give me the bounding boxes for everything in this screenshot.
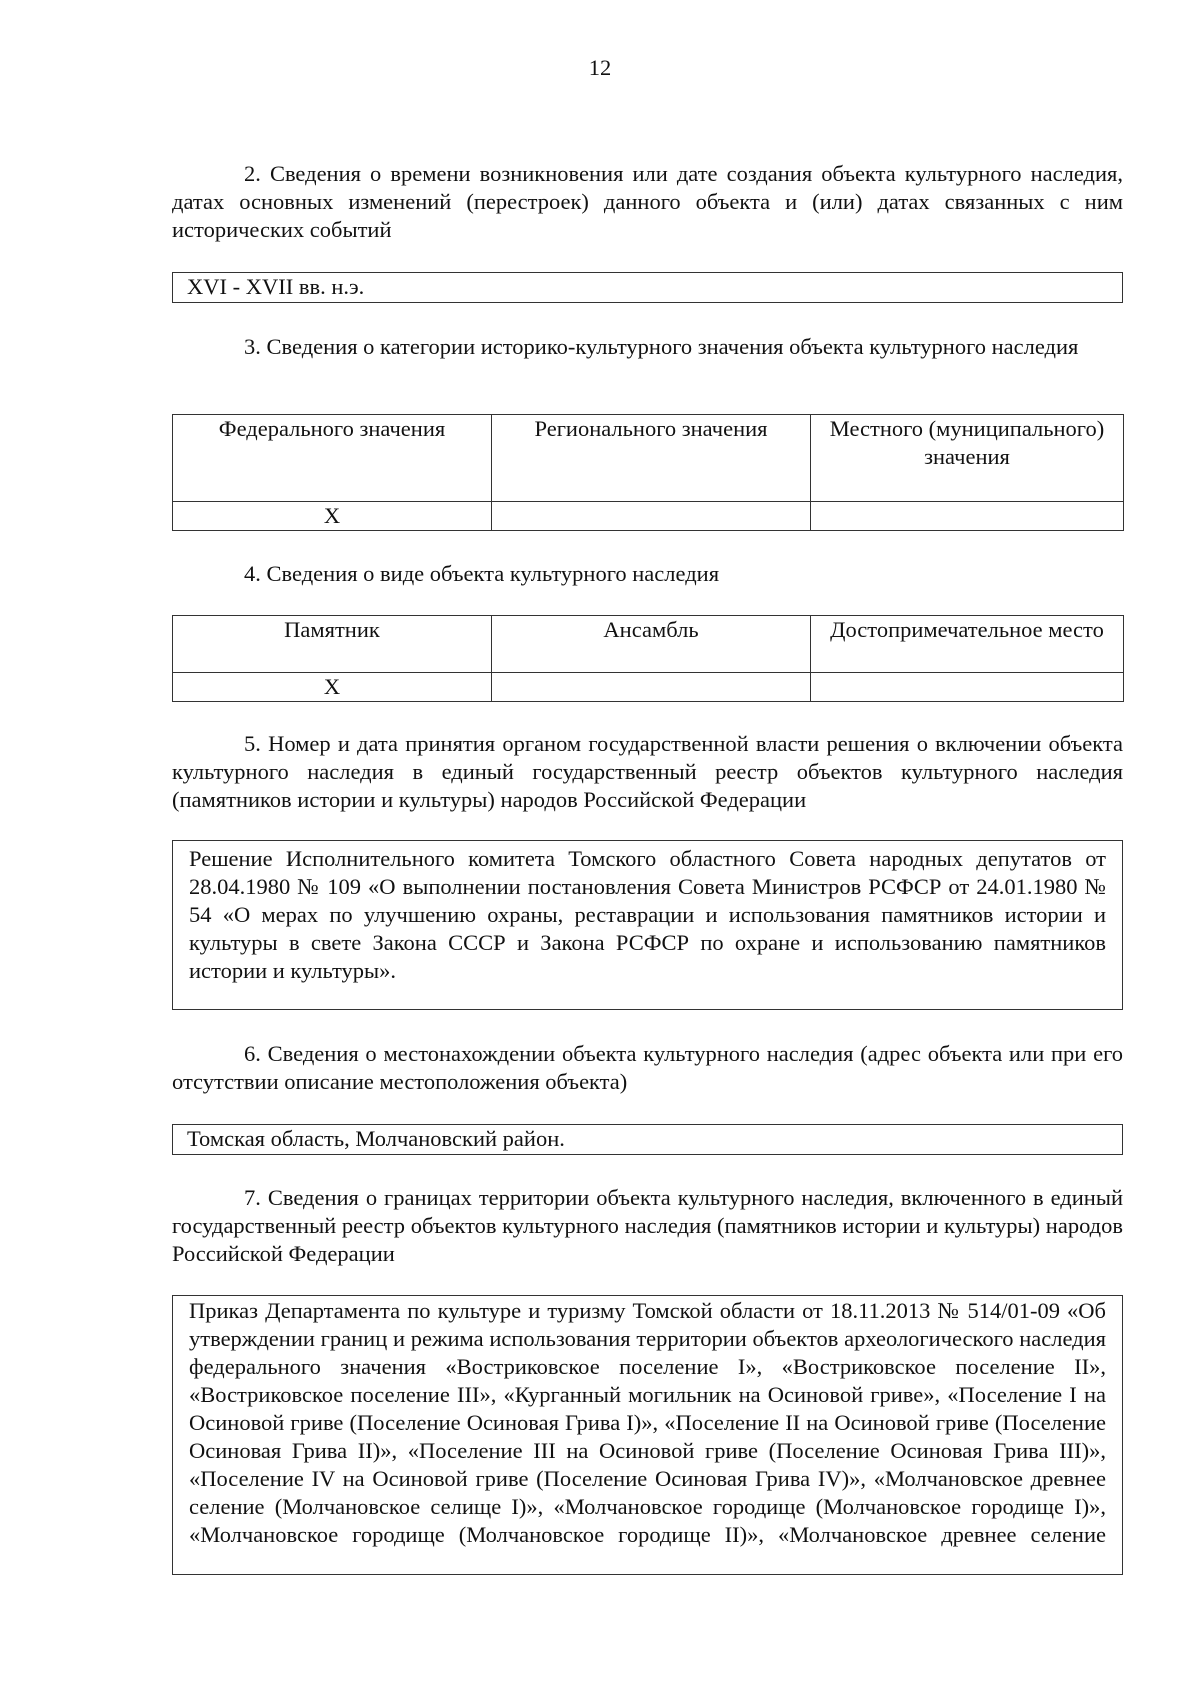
page-number: 12	[588, 55, 612, 80]
column-monument: Памятник	[173, 616, 492, 673]
mark-regional	[492, 502, 811, 531]
section-2-heading: 2. Сведения о времени возникновения или дате создания объекта культурного наследия, датах основных изменений (перестроек) данного объекта и (или) датах связанных с ним исторических событий	[172, 161, 1123, 242]
section-2-value: XVI - XVII вв. н.э.	[187, 274, 365, 299]
section-5-value: Решение Исполнительного комитета Томского областного Совета народных депутатов от 28.04.1980 № 109 «О выполнении постановления Совета Министров РСФСР от 24.01.1980 № 54 «О мерах по улучшению охраны, реставрации и использования памятников истории и культуры в свете Закона СССР и Закона РСФСР по охране и использованию памятников истории и культуры».	[189, 846, 1106, 983]
mark-monument: X	[173, 673, 492, 702]
column-regional: Регионального значения	[492, 415, 811, 502]
section-7-value-box	[172, 1295, 1123, 1575]
mark-landmark	[811, 673, 1124, 702]
section-6-value: Томская область, Молчановский район.	[187, 1126, 565, 1151]
section-5-heading: 5. Номер и дата принятия органом государственной власти решения о включении объекта культурного наследия в единый государственный реестр объектов культурного наследия (памятников истории и культуры) народов Российской Федерации	[172, 731, 1123, 812]
column-federal: Федерального значения	[173, 415, 492, 502]
table-row	[173, 502, 1124, 531]
section-6-heading: 6. Сведения о местонахождении объекта культурного наследия (адрес объекта или при его отсутствии описание местоположения объекта)	[172, 1041, 1123, 1094]
section-2-value-box	[172, 272, 1123, 303]
section-7-value: Приказ Департамента по культуре и туризму Томской области от 18.11.2013 № 514/01-09 «Об утверждении границ и режима использования территории объектов археологического наследия федерального значения «Востриковское поселение I», «Востриковское поселение II», «Востриковское поселение III», «Курганный могильник на Осиновой гриве», «Поселение I на Осиновой гриве (Поселение Осиновая Грива I)», «Поселение II на Осиновой гриве (Поселение Осиновая Грива II)», «Поселение III на Осиновой гриве (Поселение Осиновая Грива III)», «Поселение IV на Осиновой гриве (Поселение Осиновая Грива IV)», «Молчановское древнее селение (Молчановское селище I)», «Молчановское городище (Молчановское городище I)», «Молчановское городище (Молчановское городище II)», «Молчановское древнее селение	[189, 1298, 1106, 1547]
section-3-heading: 3. Сведения о категории историко-культурного значения объекта культурного наследия	[244, 334, 1079, 359]
table-row	[173, 673, 1124, 702]
mark-federal: X	[173, 502, 492, 531]
table-header-row	[173, 415, 1124, 502]
section-6-value-box	[172, 1124, 1123, 1155]
column-ensemble: Ансамбль	[492, 616, 811, 673]
section-4-heading: 4. Сведения о виде объекта культурного наследия	[244, 561, 720, 586]
table-header-row	[173, 616, 1124, 673]
column-landmark: Достопримечательное место	[811, 616, 1124, 673]
mark-ensemble	[492, 673, 811, 702]
object-type-table	[172, 615, 1124, 702]
section-5-value-box	[172, 840, 1123, 1010]
mark-local	[811, 502, 1124, 531]
section-7-heading: 7. Сведения о границах территории объекта культурного наследия, включенного в единый государственный реестр объектов культурного наследия (памятников истории и культуры) народов Российской Федерации	[172, 1185, 1123, 1266]
significance-category-table	[172, 414, 1124, 531]
column-local: Местного (муниципального) значения	[811, 415, 1124, 502]
